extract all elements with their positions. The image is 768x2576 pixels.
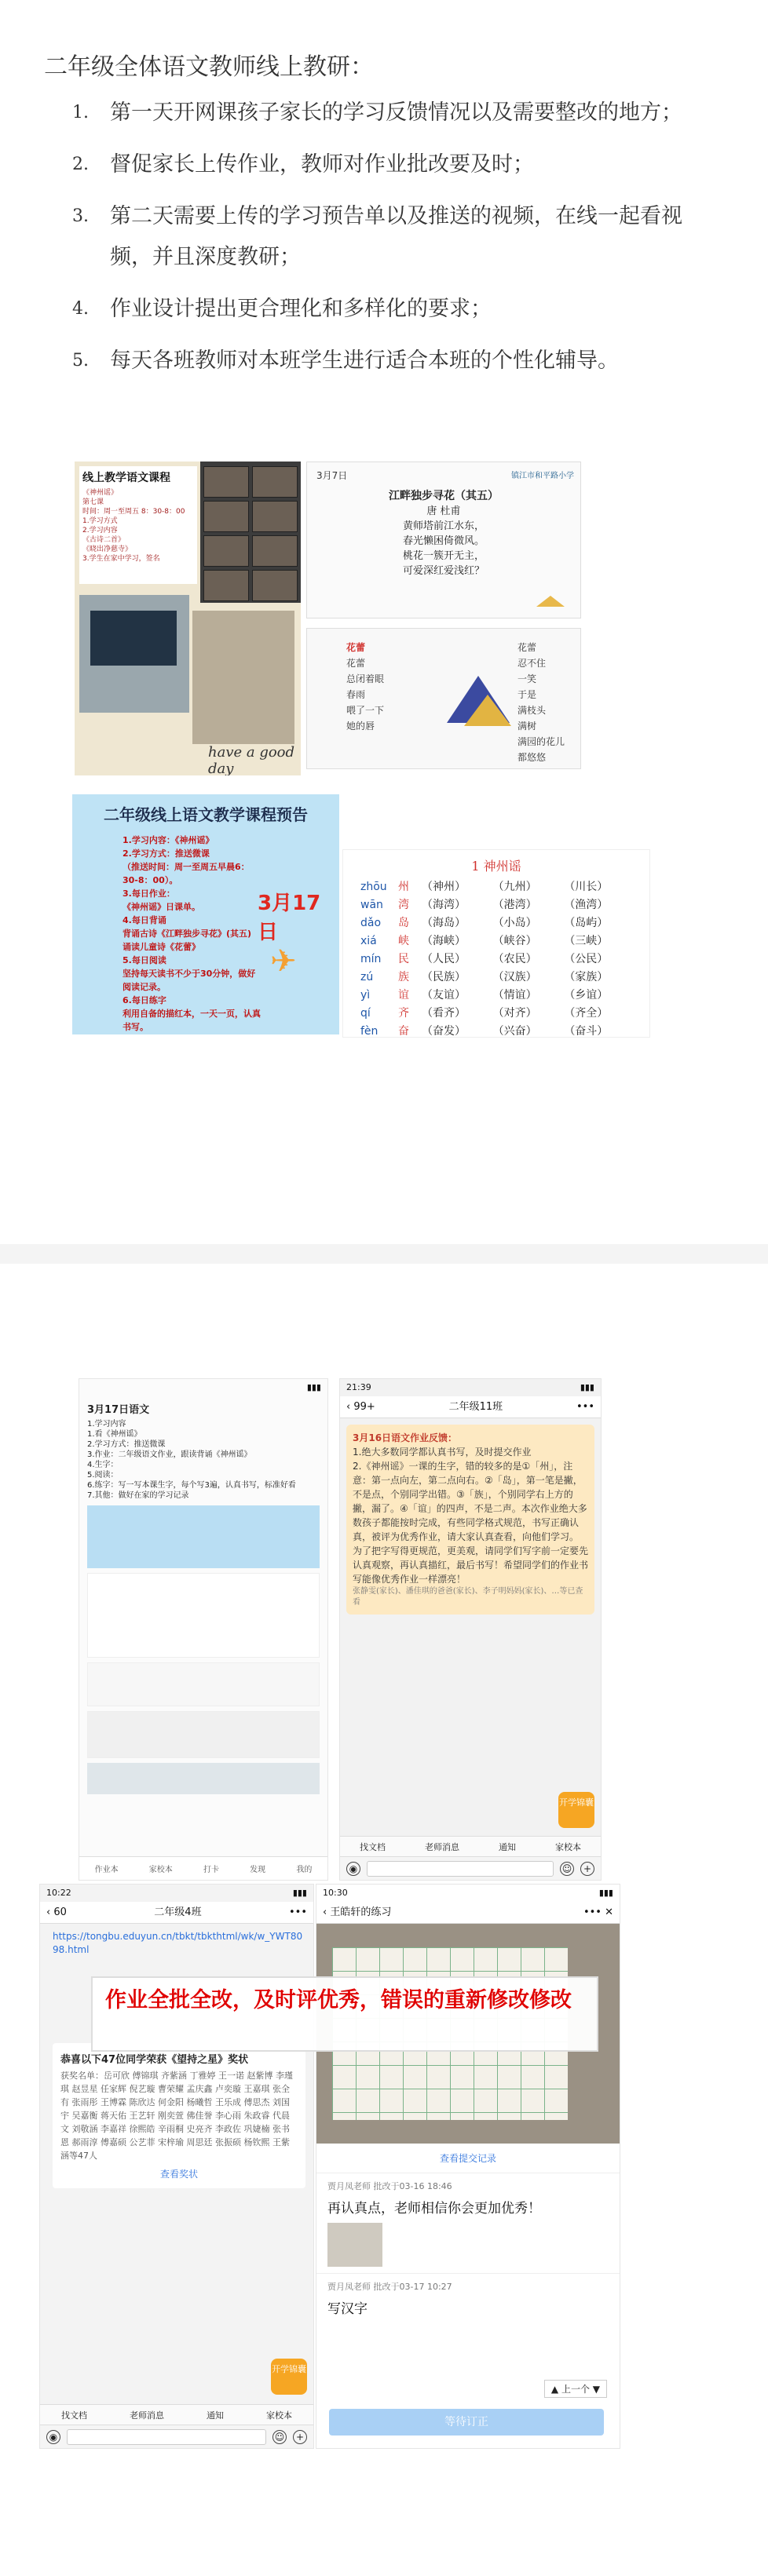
pinyin-cell: xiá (360, 935, 377, 947)
pinyin-cell: wān (360, 899, 383, 911)
pinyin-cell: mín (360, 953, 382, 965)
word-cell: （情谊） (492, 989, 537, 1002)
course-card-line: 《神州谣》 (82, 489, 119, 497)
poster-line: 背诵古诗《江畔独步寻花》(其五) (123, 929, 252, 939)
feedback-line: 为了把字写得更规范，更美观，请同学们写字前一定要先认真观察，再认真描红，最后书写！希望同学们的作业书写能像优秀作业一样漂亮！ (353, 1545, 589, 1585)
comment-text: 写汉字 (327, 2301, 368, 2317)
vocabulary-table (360, 878, 635, 1038)
plan-item-number: 3. (72, 206, 89, 226)
emoji-icon[interactable]: ☺ (560, 1862, 574, 1876)
character-cell: 族 (398, 971, 409, 983)
poem-line: 花蕾 (517, 642, 537, 653)
more-icon[interactable]: ••• (576, 1401, 594, 1413)
left-poem-column (346, 640, 384, 734)
tab-discover[interactable]: 发现 (250, 1866, 266, 1874)
tab-homework[interactable]: 作业本 (94, 1866, 119, 1874)
word-cell: （海岛） (422, 917, 466, 929)
word-cell: （峡谷） (492, 935, 537, 947)
course-card-line: 3.学生在家中学习，签名 (82, 555, 160, 563)
character-cell: 谊 (398, 989, 409, 1002)
student-practice-screenshot (316, 1884, 620, 2449)
word-cell: （汉族） (492, 971, 537, 983)
paper-plane-icon: ✈ (270, 943, 297, 980)
find-doc-button[interactable]: 找文档 (61, 2410, 87, 2421)
homework-line: 3.作业：二年级语文作业，跟读背诵《神州谣》 (87, 1450, 252, 1459)
poster-line: 坚持每天读书不少于30分钟，做好阅读记录。 (123, 969, 256, 992)
status-bar (340, 1379, 601, 1396)
plan-item-text: 每天各班教师对本班学生进行适合本班的个性化辅导。 (110, 348, 619, 373)
video-tile (203, 535, 249, 567)
course-card (79, 466, 197, 584)
unread-badge: 99+ (353, 1401, 375, 1413)
input-bar (340, 1856, 601, 1880)
message-input[interactable] (67, 2429, 266, 2445)
read-receipt: 张静雯(家长)、潘佳琪的爸爸(家长)、李子明妈妈(家长)、…等已查看 (353, 1587, 583, 1607)
word-cell: （海峡） (422, 935, 466, 947)
word-cell: （岛屿） (564, 917, 609, 929)
word-cell: （兴奋） (492, 1025, 537, 1038)
course-card-line: 《晓出净慈寺》 (82, 545, 133, 553)
video-tile (203, 466, 249, 498)
chat-title: 二年级4班 (154, 1906, 202, 1918)
poem-thumbnail[interactable] (87, 1662, 320, 1706)
comment-text: 再认真点，老师相信你会更加优秀！ (327, 2201, 541, 2217)
plan-item (72, 341, 700, 381)
word-cell: （看齐） (422, 1007, 466, 1020)
plan-item-number: 2. (72, 155, 89, 174)
voice-icon[interactable]: ◉ (46, 2430, 60, 2444)
character-cell: 奋 (398, 1025, 409, 1038)
page-gap (0, 1244, 768, 1264)
class-group-screenshot (39, 1884, 314, 2449)
document-page-1 (0, 0, 768, 1244)
flower-poem-slide-image (306, 628, 581, 769)
plan-item-text: 督促家长上传作业，教师对作业批改要及时； (110, 152, 534, 177)
back-button[interactable]: ‹ 99+ (346, 1401, 375, 1413)
pinyin-cell: dǎo (360, 917, 382, 929)
teacher-message-button[interactable]: 老师消息 (130, 2410, 164, 2421)
plan-list (72, 93, 700, 392)
vocabulary-row (360, 914, 635, 932)
word-cell: （人民） (422, 953, 466, 965)
right-poem-column (517, 640, 565, 765)
view-award-link[interactable]: 查看奖状 (159, 2169, 198, 2180)
poster-line: 利用自备的描红本，一天一页，认真书写。 (123, 1009, 261, 1032)
teacher-comment (316, 2273, 620, 2323)
poster-line: 2.学习方式：推送微课 (123, 848, 210, 859)
homework-line: 1.学习内容 (87, 1420, 126, 1428)
character-cell: 岛 (398, 917, 409, 929)
input-bar (40, 2425, 313, 2448)
chat-area (340, 1418, 601, 1621)
poem-line: 都悠悠 (517, 752, 547, 763)
poem-line: 黄师塔前江水东， (402, 520, 485, 532)
home-school-button[interactable]: 家校本 (266, 2410, 292, 2421)
tab-me[interactable]: 我的 (296, 1866, 313, 1874)
word-cell: （家族） (564, 971, 609, 983)
flower-poem-thumbnail[interactable] (87, 1711, 320, 1758)
back-button[interactable]: ‹ 60 (46, 1906, 67, 1918)
vocabulary-row (360, 1023, 635, 1038)
laptop-photo (79, 595, 189, 713)
comment-author: 贾月凤老师 批改于03-17 10:27 (327, 2282, 452, 2292)
video-tile (252, 535, 298, 567)
teacher-message-button[interactable]: 老师消息 (425, 1841, 459, 1852)
vocabulary-thumbnail[interactable] (87, 1573, 320, 1658)
signature-text: have a good day (208, 744, 295, 775)
find-doc-button[interactable]: 找文档 (360, 1841, 386, 1852)
teacher-photo (192, 611, 294, 744)
plan-item-text: 作业设计提出更合理化和多样化的要求； (110, 297, 492, 321)
character-cell: 湾 (398, 899, 409, 911)
poem-line: 于是 (517, 689, 537, 700)
vocabulary-row (360, 1005, 635, 1023)
pinyin-cell: fèn (360, 1025, 379, 1038)
plan-item (72, 144, 700, 185)
status-bar (79, 1379, 327, 1396)
message-input[interactable] (367, 1861, 554, 1877)
status-time: 21:39 (346, 1382, 371, 1392)
plan-item (72, 93, 700, 133)
poem-line: 春雨 (346, 689, 366, 700)
laptop-screen (90, 611, 177, 666)
vocabulary-row (360, 987, 635, 1005)
plan-item-text: 第一天开网课孩子家长的学习反馈情况以及需要整改的地方； (110, 100, 682, 125)
plan-item (72, 289, 700, 330)
chat-title: 二年级11班 (448, 1401, 503, 1413)
practice-title: 王皓轩的练习 (330, 1906, 392, 1918)
video-tile (203, 501, 249, 532)
poem-line: 一笑 (517, 673, 537, 684)
course-card-line: 2.学习内容 (82, 527, 118, 535)
prev-button[interactable]: ▲ 上一个 ▼ (544, 2380, 607, 2398)
poster-line: 诵读儿童诗《花蕾》 (123, 942, 200, 952)
video-tile (252, 570, 298, 601)
poster-line: （推送时间：周一至周五早晨6：30-8：00）。 (123, 862, 250, 885)
poster-line: 5.每日阅读 (123, 955, 166, 965)
poster-line: 1.学习内容：《神州谣》 (123, 835, 214, 845)
pinyin-cell: zú (360, 971, 374, 983)
poem-line: 可爱深红爱浅红？ (402, 565, 485, 577)
back-button[interactable]: ‹ 王皓轩的练习 (323, 1906, 392, 1918)
homework-line: 1.看《神州谣》 (87, 1430, 142, 1439)
comment-image[interactable] (327, 2223, 382, 2267)
word-cell: （海湾） (422, 899, 466, 911)
slide-date: 3月7日 (316, 470, 348, 481)
feedback-heading: 3月16日语文作业反馈： (353, 1432, 458, 1443)
poem-line: 满园的花儿 (517, 736, 565, 747)
feedback-message (346, 1425, 594, 1615)
chat-toolbar (340, 1836, 601, 1856)
feedback-line: 2.《神州谣》一课的生字，错的较多的是①「州」，注意：第一点向左，第二点向右。②「岛」，第一笔是撇，不是点，个别同学出错。③「族」，个别同学右上方的撇，漏了。④「谊」的四声，不是二声。本次作业绝大多数孩子都能按时完成，有些同学格式规范，书写正确认真，被评为优秀作业，请大家认真查看，向他们学习。 (353, 1461, 587, 1542)
vocabulary-heading: 1 神州谣 (471, 859, 521, 874)
vocabulary-row (360, 932, 635, 950)
word-cell: （九州） (492, 881, 537, 893)
word-cell: （奋发） (422, 1025, 466, 1038)
award-title: 恭喜以下47位同学荣获《望持之星》奖状 (60, 2054, 249, 2066)
chat-toolbar (40, 2404, 313, 2425)
poem-heading: 花蕾 (346, 642, 366, 653)
course-card-line: 时间：周一至周五 8：30-8：00 (82, 508, 185, 516)
bottom-tab-bar (79, 1856, 327, 1880)
vocabulary-row (360, 878, 635, 896)
word-cell: （渔湾） (564, 899, 609, 911)
vocabulary-row (360, 896, 635, 914)
video-thumbnail[interactable] (87, 1763, 320, 1794)
award-list: 获奖名单：岳可欣 傅锦琪 齐紫涵 丁雅婷 王一诺 赵紫博 李瑾琪 赵昱星 任家辉 倪艺璇 曹荣耀 孟庆鑫 卢奕璇 王嘉琪 张全有 张雨彤 王博霖 陈欣达 何金阳 杨曦哲 王乐成 傅思杰 刘国宇 吴嘉衡 蒋天佑 王艺轩 刚奕萱 佛佳誉 李心雨 朱政睿 代晨文 刘敬涵 李嘉祥 徐熙皓 辛雨桐 史亮齐 李政佐 巩婕楠 张书恩 郝雨淳 傅嘉硕 公艺菲 宋梓瑜 周思廷 张振硕 杨钦熙 王紫涵等47人 (60, 2071, 293, 2161)
status-bar (40, 1885, 313, 1902)
poem-line: 春光懒困倚微风。 (402, 535, 485, 547)
video-meeting-screenshot (200, 462, 301, 603)
caption-overlay (91, 1976, 598, 2052)
pinyin-cell: zhōu (360, 881, 387, 893)
poem-line: 忍不住 (517, 658, 547, 669)
practice-nav-bar (316, 1902, 620, 1924)
school-logo: 镇江市和平路小学 (511, 472, 574, 480)
document-title: 二年级全体语文教师线上教研： (44, 53, 374, 81)
word-cell: （友谊） (422, 989, 466, 1002)
notice-button[interactable]: 通知 (207, 2410, 224, 2421)
character-cell: 峡 (398, 935, 409, 947)
plan-item-text: 第二天需要上传的学习预告单以及推送的视频，在线一起看视频，并且深度教研； (110, 204, 682, 269)
poem-block (307, 489, 580, 578)
word-cell: （乡谊） (564, 989, 609, 1002)
preview-poster-thumbnail[interactable] (87, 1505, 320, 1568)
battery-icon: ▮▮▮ (306, 1382, 321, 1392)
status-time: 10:22 (46, 1888, 71, 1898)
home-school-button[interactable]: 家校本 (555, 1841, 581, 1852)
award-card (53, 2043, 305, 2188)
poster-lines (123, 834, 264, 1034)
course-card-title: 线上教学语文课程 (82, 472, 170, 484)
caption-text: 作业全批全改，及时评优秀，错误的重新修改修改 (105, 1988, 572, 2012)
plus-icon[interactable]: + (293, 2430, 307, 2444)
poem-line: 花蕾 (346, 658, 366, 669)
poem-line: 总闭着眼 (346, 673, 385, 684)
view-submissions-link[interactable]: 查看提交记录 (439, 2153, 496, 2164)
character-cell: 州 (398, 881, 409, 893)
kaixue-badge[interactable]: 开学锦囊 (558, 1792, 594, 1828)
homework-line: 4.生字： (87, 1461, 119, 1469)
word-cell: （三峡） (564, 935, 609, 947)
homework-line: 6.练字：写一写本课生字，每个写3遍，认真书写，标准好看 (87, 1481, 296, 1490)
poster-line: 3.每日作业： (123, 888, 175, 899)
prev-label: 上一个 (561, 2384, 590, 2395)
feedback-line: 1.绝大多数同学都认真书写，及时提交作业 (353, 1447, 532, 1458)
word-cell: （对齐） (492, 1007, 537, 1020)
poem-line: 她的唇 (346, 721, 375, 732)
poster-line: 4.每日背诵 (123, 915, 166, 925)
homework-line: 2.学习方式：推送微课 (87, 1440, 166, 1449)
poster-line: 6.每日练字 (123, 995, 166, 1005)
word-cell: （小岛） (492, 917, 537, 929)
course-preview-poster-image (72, 794, 339, 1034)
yellow-triangle-decoration-icon (464, 695, 511, 726)
word-cell: （齐全） (564, 1007, 609, 1020)
plus-icon[interactable]: + (580, 1862, 594, 1876)
tab-home-school[interactable]: 家校本 (148, 1866, 173, 1874)
status-time: 10:30 (323, 1888, 348, 1898)
pinyin-cell: qí (360, 1007, 371, 1020)
poster-date: 3月17日 (258, 892, 321, 944)
pinyin-cell: yì (360, 989, 371, 1002)
homework-body (79, 1396, 327, 1799)
plan-item-number: 5. (72, 351, 89, 370)
poster-line: 《神州谣》日课单。 (123, 902, 200, 912)
word-cell: （农民） (492, 953, 537, 965)
battery-icon: ▮▮▮ (580, 1382, 594, 1392)
close-icon[interactable]: ••• ✕ (583, 1906, 613, 1918)
notice-button[interactable]: 通知 (499, 1841, 516, 1852)
status-bar (316, 1885, 620, 1902)
poem-slide-image (306, 462, 581, 618)
triangle-decoration-icon (536, 596, 565, 607)
homework-title: 3月17日语文 (87, 1404, 150, 1416)
word-cell: （港湾） (492, 899, 537, 911)
shared-link[interactable]: https://tongbu.eduyun.cn/tbkt/tbkthtml/wk/w_YWT8098.html (53, 1931, 303, 1955)
poem-author: 唐 杜甫 (426, 505, 461, 517)
battery-icon: ▮▮▮ (292, 1888, 307, 1898)
word-cell: （川长） (564, 881, 609, 893)
course-card-line: 1.学习方式 (82, 517, 118, 525)
more-icon[interactable]: ••• (288, 1906, 307, 1918)
unread-badge: 60 (53, 1906, 67, 1918)
plan-item (72, 196, 700, 278)
chat-nav-bar (40, 1902, 313, 1924)
word-cell: （神州） (422, 881, 466, 893)
homework-app-screenshot (79, 1378, 328, 1881)
video-tile (252, 501, 298, 532)
chat-nav-bar (340, 1396, 601, 1418)
emoji-icon[interactable]: ☺ (272, 2430, 287, 2444)
voice-icon[interactable]: ◉ (346, 1862, 360, 1876)
word-cell: （民族） (422, 971, 466, 983)
plan-item-number: 4. (72, 299, 89, 319)
vocabulary-row (360, 950, 635, 969)
online-class-collage-image (75, 462, 301, 775)
course-card-line: 第七课 (82, 498, 104, 506)
teacher-comment (316, 2173, 620, 2273)
poem-line: 满树 (517, 721, 537, 732)
plan-item-number: 1. (72, 103, 89, 122)
word-cell: （公民） (564, 953, 609, 965)
poem-line: 满枝头 (517, 705, 547, 716)
video-tile (203, 570, 249, 601)
homework-line: 7.其他：做好在家的学习记录 (87, 1491, 189, 1500)
homework-line: 5.阅读： (87, 1471, 119, 1480)
character-cell: 民 (398, 953, 409, 965)
video-tile (252, 466, 298, 498)
poem-line: 桃花一簇开无主， (402, 550, 485, 562)
class-chat-screenshot (339, 1378, 602, 1881)
waiting-correction-button[interactable]: 等待订正 (329, 2409, 604, 2436)
poem-line: 喂了一下 (346, 705, 385, 716)
character-cell: 齐 (398, 1007, 409, 1020)
vocabulary-row (360, 969, 635, 987)
battery-icon: ▮▮▮ (598, 1888, 613, 1898)
poster-title: 二年级线上语文教学课程预告 (104, 805, 308, 824)
tab-checkin[interactable]: 打卡 (203, 1866, 219, 1874)
poem-title: 江畔独步寻花（其五） (389, 490, 499, 502)
vocabulary-slide-image (342, 849, 650, 1038)
word-cell: （奋斗） (564, 1025, 609, 1038)
comment-author: 贾月凤老师 批改于03-16 18:46 (327, 2181, 452, 2191)
kaixue-badge[interactable]: 开学锦囊 (271, 2359, 307, 2395)
course-card-line: 《古诗二首》 (82, 536, 126, 544)
